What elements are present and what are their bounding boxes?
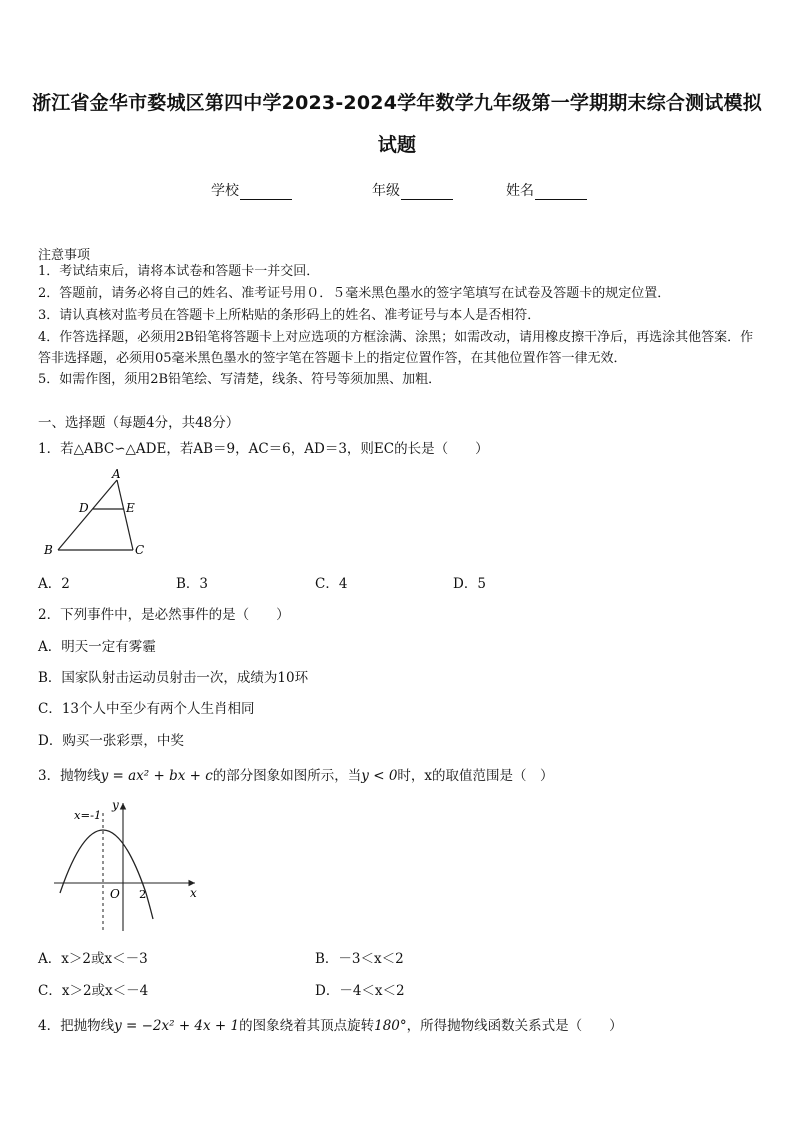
question-4-stem-start: 4．把抛物线	[38, 1018, 115, 1034]
label-B: B	[44, 543, 53, 557]
question-2-option-b[interactable]: B．国家队射击运动员射击一次，成绩为10环	[38, 670, 309, 686]
question-3-stem-end: 时，x的取值范围是（ ）	[397, 768, 554, 784]
notes-heading: 注意事项	[38, 248, 91, 263]
origin-label: O	[110, 887, 120, 901]
note-item-5: 5．如需作图，须用2B铅笔绘、写清楚，线条、符号等须加黑、加粗．	[38, 372, 442, 387]
label-D: D	[79, 501, 89, 515]
note-item-1: 1．考试结束后，请将本试卷和答题卡一并交回．	[38, 264, 320, 279]
question-1-option-d[interactable]: D．5	[453, 576, 486, 592]
question-4-formula: y = −2x² + 4x + 1	[114, 1018, 240, 1034]
question-2-option-a[interactable]: A．明天一定有雾霾	[38, 639, 156, 655]
question-1-stem: 1．若△ABC∽△ADE，若AB＝9，AC＝6，AD＝3，则EC的长是（ ）	[38, 441, 489, 457]
school-field	[211, 180, 292, 200]
question-2-option-c[interactable]: C．13个人中至少有两个人生肖相同	[38, 701, 255, 717]
question-3-stem-middle: 的部分图象如图所示，当	[212, 768, 362, 784]
question-4-stem	[38, 1014, 623, 1034]
label-A: A	[112, 467, 121, 481]
school-label: 学校	[211, 183, 239, 199]
name-label: 姓名	[506, 183, 534, 199]
name-field	[506, 180, 587, 200]
note-item-2: 2．答题前，请务必将自己的姓名、准考证号用０．５毫米黑色墨水的签字笔填写在试卷及答题卡的规定位置．	[38, 286, 671, 301]
root-label: 2	[139, 887, 147, 901]
question-1-option-a[interactable]: A．2	[38, 576, 70, 592]
question-1-triangle-figure	[40, 466, 155, 561]
x-axis-label: x	[190, 886, 197, 900]
question-3-parabola-figure	[50, 795, 200, 935]
question-3-formula: y = ax² + bx + c	[100, 768, 213, 784]
section-title: 一、选择题（每题4分，共48分）	[38, 415, 240, 431]
question-2-option-d[interactable]: D．购买一张彩票，中奖	[38, 733, 184, 749]
question-3-stem-start: 3．抛物线	[38, 768, 101, 784]
side-AB	[58, 480, 117, 550]
grade-label: 年级	[372, 183, 400, 199]
label-E: E	[126, 501, 135, 515]
symmetry-label: x=-1	[74, 808, 102, 822]
parabola-tail	[146, 893, 153, 919]
question-1-option-b[interactable]: B．3	[176, 576, 209, 592]
label-C: C	[135, 543, 145, 557]
note-item-4: 4．作答选择题，必须用2B铅笔将答题卡上对应选项的方框涂满、涂黑；如需改动，请用橡皮擦干净后，再选涂其他答案．作答非选择题，必须用05毫米黑色墨水的签字笔在答题卡上的指定位置作答，在其他位置作答一律无效．	[38, 330, 754, 366]
grade-blank	[401, 184, 453, 200]
page-title-continued: 试题	[377, 134, 417, 156]
note-item-3: 3．请认真核对监考员在答题卡上所粘贴的条形码上的姓名、准考证号与本人是否相符．	[38, 308, 541, 323]
page-title: 浙江省金华市婺城区第四中学2023-2024学年数学九年级第一学期期末综合测试模拟	[32, 92, 762, 114]
question-3-option-a[interactable]: A．x＞2或x＜－3	[38, 951, 148, 967]
school-blank	[240, 184, 292, 200]
question-3-option-c[interactable]: C．x＞2或x＜－4	[38, 983, 149, 999]
question-4-stem-end: ，所得抛物线函数关系式是（ ）	[406, 1018, 623, 1034]
y-axis-label: y	[112, 798, 119, 812]
question-3-condition: y < 0	[361, 768, 398, 784]
question-3-stem	[38, 764, 554, 784]
side-AC	[117, 480, 133, 550]
question-1-option-c[interactable]: C．4	[315, 576, 348, 592]
question-4-stem-middle: 的图象绕着其顶点旋转	[239, 1018, 375, 1034]
question-3-option-b[interactable]: B．－3＜x＜2	[315, 951, 404, 967]
question-3-option-d[interactable]: D．－4＜x＜2	[315, 983, 405, 999]
name-blank	[535, 184, 587, 200]
question-4-angle: 180°	[374, 1018, 407, 1034]
grade-field	[372, 180, 453, 200]
question-2-stem: 2．下列事件中，是必然事件的是（ ）	[38, 607, 290, 623]
